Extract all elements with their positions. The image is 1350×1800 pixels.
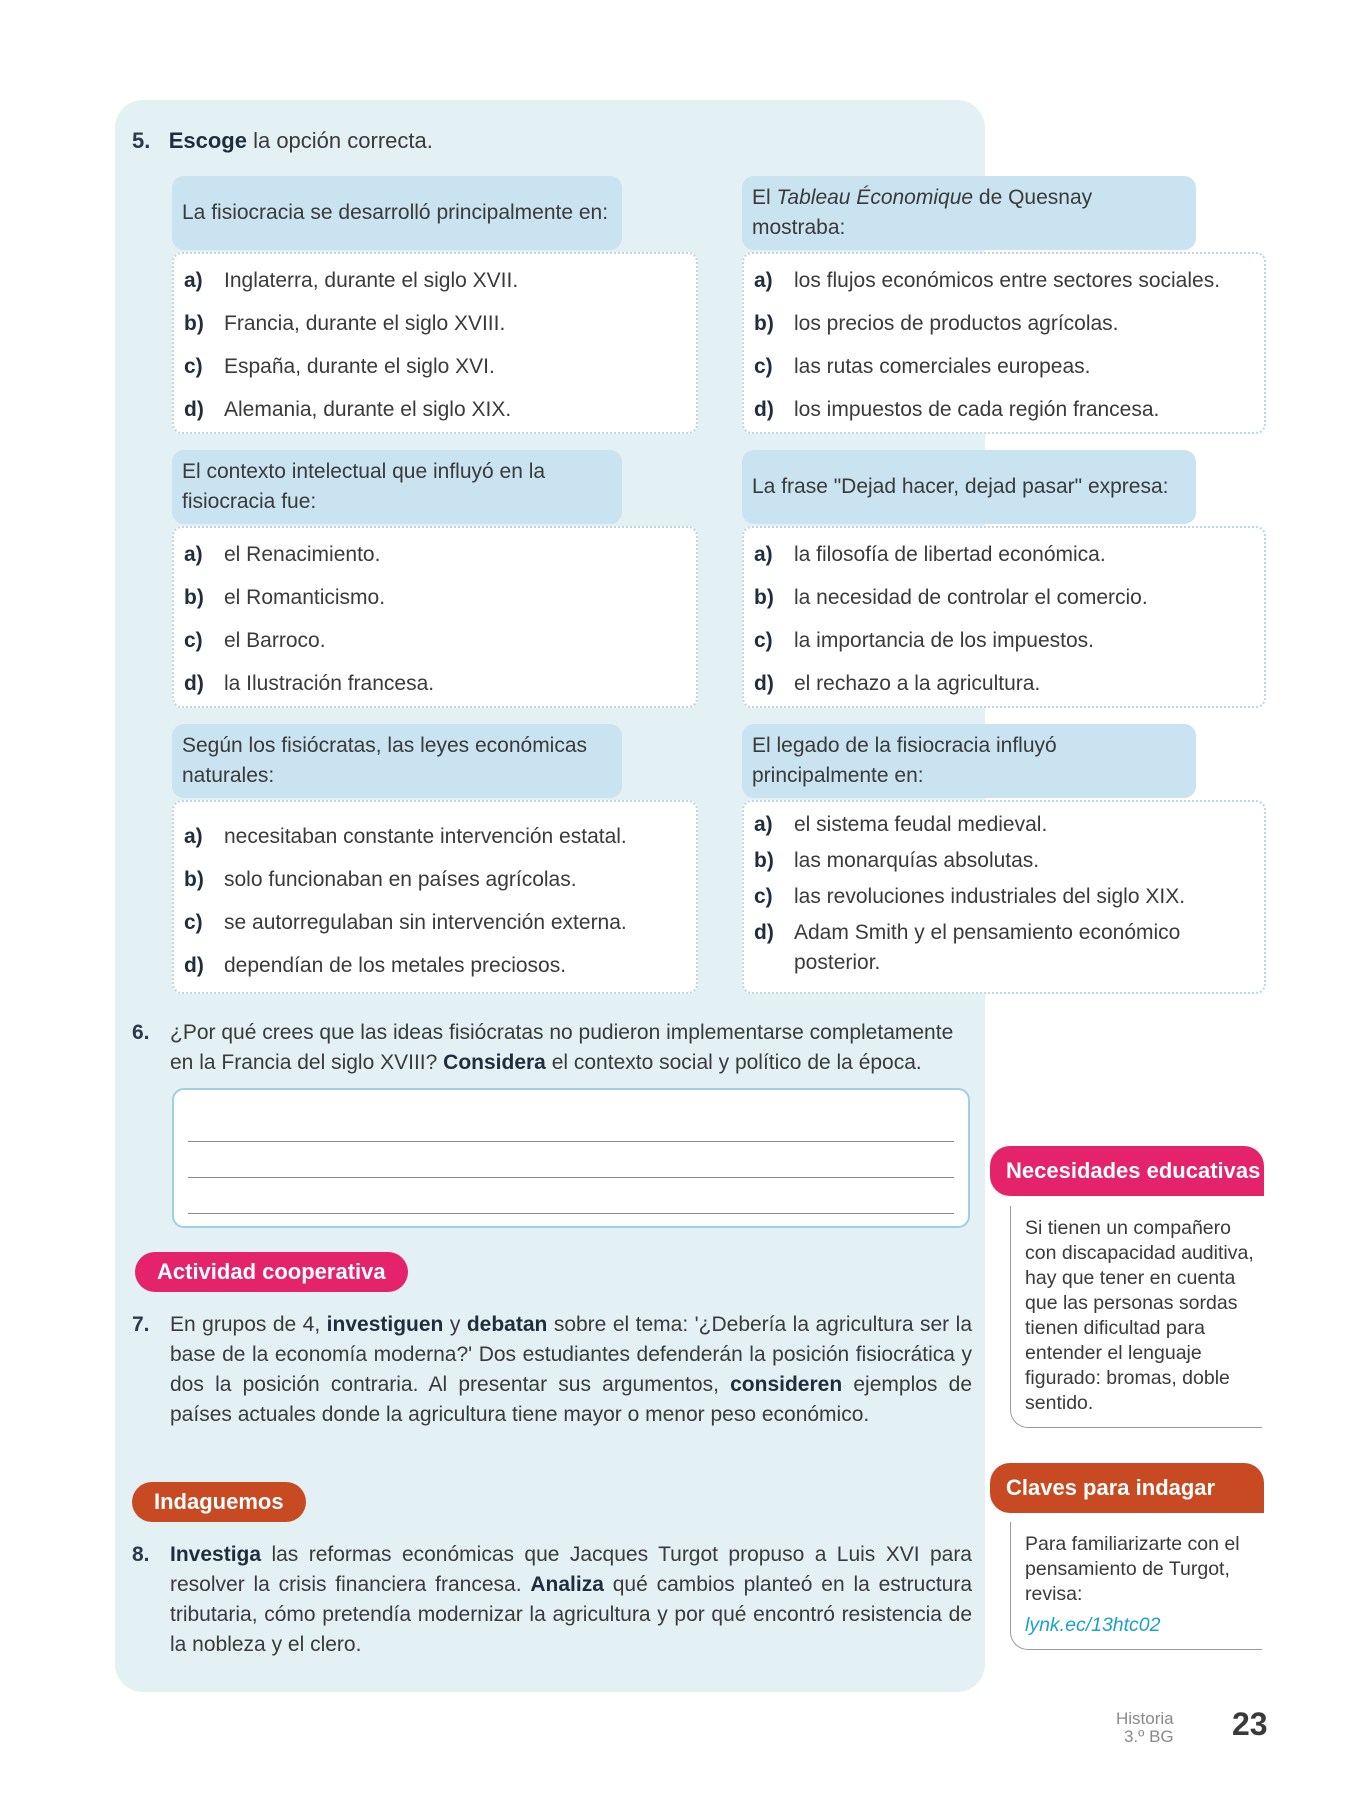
mc-stem-text: Según los fisiócratas, las leyes económicas naturales:: [182, 734, 588, 787]
mc-option[interactable]: c) España, durante el siglo XVI.: [184, 355, 495, 378]
mc-option[interactable]: b) la necesidad de controlar el comercio.: [754, 586, 1148, 609]
mc-option[interactable]: b) los precios de productos agrícolas.: [754, 312, 1119, 335]
mc-option[interactable]: b) Francia, durante el siglo XVIII.: [184, 312, 506, 335]
question-number: 6.: [132, 1021, 150, 1044]
mc-stem-text: El legado de la fisiocracia influyó principalmente en:: [752, 734, 1057, 787]
mc-option[interactable]: a) el sistema feudal medieval.: [754, 813, 1048, 836]
mc-option[interactable]: c) las revoluciones industriales del siglo XIX.: [754, 885, 1186, 908]
research-keys-box: [1010, 1522, 1262, 1650]
educational-needs-title: Necesidades educativas: [990, 1146, 1264, 1196]
question-7-text: En grupos de 4, investiguen y debatan sobre el tema: '¿Debería la agricultura ser la base de la economía moderna?' Dos estudiantes defenderán la posición fisiocrática y dos la posición contraria. Al presentar sus argumentos, consideren ejemplos de países actuales donde la agricultura tiene mayor o menor peso económico.: [170, 1313, 972, 1426]
mc-option[interactable]: d) Adam Smith y el pensamiento económico posterior.: [754, 921, 1181, 974]
question-6: [132, 1018, 982, 1078]
research-link[interactable]: lynk.ec/13htc02: [1025, 1614, 1161, 1636]
instruction-text: la opción correcta.: [246, 128, 433, 153]
mc-stem-6: [742, 724, 1196, 798]
question-number: 8.: [132, 1543, 150, 1566]
mc-stem-5: [172, 724, 622, 798]
mc-option[interactable]: b) solo funcionaban en países agrícolas.: [184, 868, 577, 891]
mc-stem-text: La fisiocracia se desarrolló principalmente en:: [182, 201, 609, 224]
mc-options-4: [742, 526, 1266, 708]
research-keys-title: Claves para indagar: [990, 1463, 1264, 1513]
cooperative-activity-label: Actividad cooperativa: [135, 1252, 408, 1292]
footer-subject: Historia 3.º BG: [1116, 1709, 1174, 1746]
mc-option[interactable]: c) el Barroco.: [184, 629, 326, 652]
mc-stem-text: El Tableau Économique de Quesnay mostraba:: [752, 186, 1093, 239]
question-7: [132, 1310, 972, 1430]
page-number: 23: [1232, 1706, 1268, 1742]
mc-option[interactable]: d) los impuestos de cada región francesa.: [754, 398, 1160, 421]
inquiry-label: Indaguemos: [132, 1482, 306, 1522]
mc-stem-4: [742, 450, 1196, 524]
instruction-verb: Escoge: [168, 128, 247, 153]
mc-options-6: [742, 800, 1266, 994]
answer-box[interactable]: [172, 1088, 970, 1228]
question-number: 7.: [132, 1313, 150, 1336]
question-6-text: ¿Por qué crees que las ideas fisiócratas no pudieron implementarse completamente en la Francia del siglo XVIII? Considera el contexto social y político de la época.: [170, 1021, 954, 1074]
mc-stem-2: [742, 176, 1196, 250]
mc-option[interactable]: a) necesitaban constante intervención estatal.: [184, 825, 627, 848]
mc-option[interactable]: c) las rutas comerciales europeas.: [754, 355, 1091, 378]
mc-option[interactable]: d) dependían de los metales preciosos.: [184, 954, 567, 977]
mc-options-1: [172, 252, 698, 434]
mc-option[interactable]: b) las monarquías absolutas.: [754, 849, 1040, 872]
mc-options-2: [742, 252, 1266, 434]
question-8: [132, 1540, 972, 1660]
mc-option[interactable]: d) Alemania, durante el siglo XIX.: [184, 398, 512, 421]
mc-option[interactable]: d) el rechazo a la agricultura.: [754, 672, 1041, 695]
mc-stem-3: [172, 450, 622, 524]
mc-option[interactable]: d) la Ilustración francesa.: [184, 672, 435, 695]
educational-needs-text: Si tienen un compañero con discapacidad auditiva, hay que tener en cuenta que las personas sordas tienen dificultad para entender el lenguaje figurado: bromas, doble sentido.: [1010, 1206, 1262, 1428]
question-number: 5.: [132, 128, 151, 153]
question-8-text: Investiga las reformas económicas que Jacques Turgot propuso a Luis XVI para resolver la crisis financiera francesa. Analiza qué cambios planteó en la estructura tributaria, cómo pretendía modernizar la agricultura y por qué encontró resistencia de la nobleza y el clero.: [170, 1543, 972, 1656]
mc-option[interactable]: a) los flujos económicos entre sectores sociales.: [754, 269, 1221, 292]
research-keys-text: Para familiarizarte con el pensamiento de Turgot, revisa:: [1025, 1533, 1240, 1605]
answer-line: [188, 1177, 954, 1178]
answer-line: [188, 1141, 954, 1142]
answer-line: [188, 1213, 954, 1214]
mc-stem-1: [172, 176, 622, 250]
mc-stem-text: La frase "Dejad hacer, dejad pasar" expresa:: [752, 475, 1169, 498]
mc-option[interactable]: c) la importancia de los impuestos.: [754, 629, 1094, 652]
mc-option[interactable]: a) el Renacimiento.: [184, 543, 381, 566]
mc-option[interactable]: b) el Romanticismo.: [184, 586, 386, 609]
mc-option[interactable]: a) Inglaterra, durante el siglo XVII.: [184, 269, 519, 292]
mc-stem-text: El contexto intelectual que influyó en la fisiocracia fue:: [182, 460, 546, 513]
mc-options-3: [172, 526, 698, 708]
question-5-heading: [132, 128, 433, 154]
mc-option[interactable]: a) la filosofía de libertad económica.: [754, 543, 1106, 566]
mc-options-5: [172, 800, 698, 994]
mc-option[interactable]: c) se autorregulaban sin intervención externa.: [184, 911, 627, 934]
